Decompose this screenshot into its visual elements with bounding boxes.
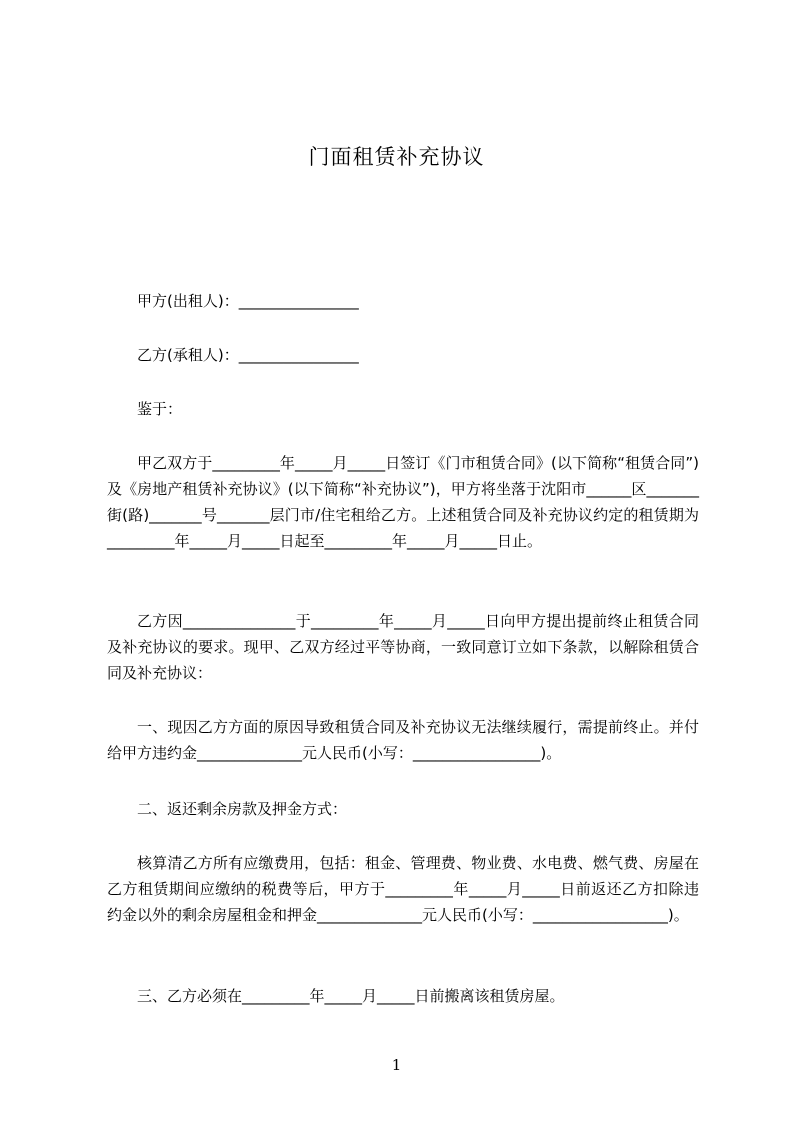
party-a-label: 甲方(出租人)：	[137, 292, 239, 310]
clause-1: 一、现因乙方方面的原因导致租赁合同及补充协议无法继续履行，需提前终止。并付给甲方违约金______________元人民币(小写：_________________)。	[107, 718, 699, 762]
clause-2-body: 核算清乙方所有应缴费用，包括：租金、管理费、物业费、水电费、燃气费、房屋在乙方租赁期间应缴纳的税费等后，甲方于_________年_____月_____日前返还乙方扣除违约金以外的剩余房屋租金和押金______________元人民币(小写：__________________)。	[107, 854, 699, 924]
clause-3: 三、乙方必须在_________年_____月_____日前搬离该租赁房屋。	[137, 987, 565, 1005]
page-number: 1	[391, 1056, 402, 1074]
party-b-blank: ________________	[238, 346, 359, 364]
party-a-blank: ________________	[238, 292, 359, 310]
party-b-line	[137, 342, 359, 368]
document-title: 门面租赁补充协议	[308, 145, 485, 169]
party-a-line	[137, 288, 359, 314]
clause-2-heading: 二、返还剩余房款及押金方式：	[137, 800, 348, 818]
whereas-heading: 鉴于：	[137, 400, 183, 418]
paragraph-lease-background: 甲乙双方于_________年_____月_____日签订《门市租赁合同》(以下简称“租赁合同”)及《房地产租赁补充协议》(以下简称“补充协议”)，甲方将坐落于沈阳市______区_______街(路)_______号_______层门市/住宅租给乙方。上述租赁合同及补充协议约定的租赁期为_________年_____月_____日起至_________年_____月_____日止。	[107, 454, 699, 550]
party-b-label: 乙方(承租人)：	[137, 346, 239, 364]
paragraph-termination-request: 乙方因_______________于_________年_____月_____日向甲方提出提前终止租赁合同及补充协议的要求。现甲、乙双方经过平等协商，一致同意订立如下条款，以解除租赁合同及补充协议：	[107, 612, 699, 682]
